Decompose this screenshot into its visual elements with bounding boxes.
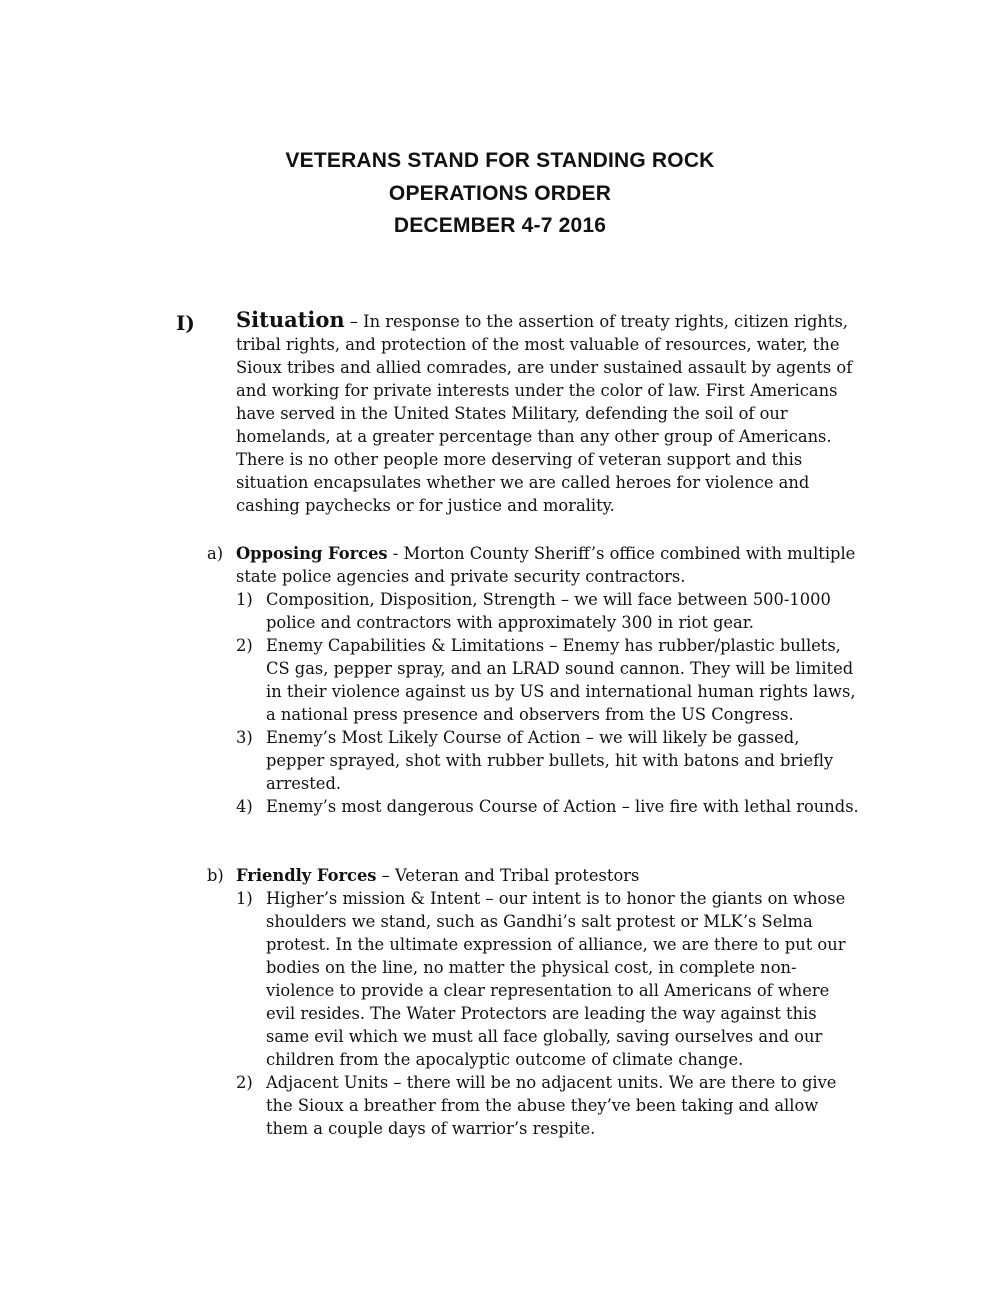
item-text: Composition, Disposition, Strength – we will face between 500-1000 police and contractors with approximately 300 in riot gear. bbox=[266, 590, 831, 632]
item-number: 2) bbox=[236, 1073, 253, 1092]
subsection-a-body: Morton County Sheriff’s office combined with multiple state police agencies and private security contractors. bbox=[236, 544, 856, 586]
subsection-b-separator: – bbox=[376, 866, 395, 885]
item-text: Enemy’s Most Likely Course of Action – we will likely be gassed, pepper sprayed, shot with rubber bullets, hit with batons and briefly arrested. bbox=[266, 728, 834, 793]
item-text: Adjacent Units – there will be no adjacent units. We are there to give the Sioux a breather from the abuse they’ve been taking and allow them a couple days of warrior’s respite. bbox=[266, 1073, 837, 1138]
document-title bbox=[0, 145, 1000, 243]
list-item bbox=[236, 588, 861, 634]
section-situation bbox=[236, 308, 861, 517]
item-text: Enemy’s most dangerous Course of Action – live fire with lethal rounds. bbox=[266, 797, 859, 816]
subsection-b-heading: Friendly Forces bbox=[236, 866, 377, 885]
section-separator: – bbox=[344, 312, 364, 331]
item-number: 3) bbox=[236, 728, 253, 747]
subsection-b-label: b) bbox=[207, 866, 224, 885]
list-item bbox=[236, 1071, 861, 1140]
subsection-a-heading: Opposing Forces bbox=[236, 544, 388, 563]
item-number: 2) bbox=[236, 636, 253, 655]
item-number: 4) bbox=[236, 797, 253, 816]
list-item bbox=[236, 887, 861, 1071]
item-number: 1) bbox=[236, 889, 253, 908]
item-number: 1) bbox=[236, 590, 253, 609]
opposing-forces-list bbox=[236, 588, 861, 818]
section-number: I) bbox=[176, 311, 195, 335]
title-line-3: DECEMBER 4-7 2016 bbox=[393, 214, 607, 237]
subsection-a-label: a) bbox=[207, 544, 224, 563]
subsection-a-separator: - bbox=[387, 544, 404, 563]
title-line-1: VETERANS STAND FOR STANDING ROCK bbox=[285, 149, 715, 172]
list-item bbox=[236, 795, 861, 818]
subsection-opposing-forces bbox=[236, 542, 861, 588]
section-heading: Situation bbox=[236, 307, 345, 332]
subsection-friendly-forces bbox=[236, 864, 861, 887]
list-item bbox=[236, 634, 861, 726]
title-line-2: OPERATIONS ORDER bbox=[388, 181, 612, 205]
item-text: Enemy Capabilities & Limitations – Enemy has rubber/plastic bullets, CS gas, pepper spray, and an LRAD sound cannon. They will be limited in their violence against us by US and international human rights laws, a national press presence and observers from the US Congress. bbox=[266, 636, 856, 724]
friendly-forces-list bbox=[236, 887, 861, 1140]
item-text: Higher’s mission & Intent – our intent is to honor the giants on whose shoulders we stand, such as Gandhi’s salt protest or MLK’s Selma protest. In the ultimate expression of alliance, we are there to put our bodies on the line, no matter the physical cost, in complete non-violence to provide a clear representation to all Americans of where evil resides. The Water Protectors are leading the way against this same evil which we must all face globally, saving ourselves and our children from the apocalyptic outcome of climate change. bbox=[266, 889, 846, 1069]
section-body: In response to the assertion of treaty rights, citizen rights, tribal rights, and protection of the most valuable of resources, water, the Sioux tribes and allied comrades, are under sustained assault by agents of and working for private interests under the color of law. First Americans have served in the United States Military, defending the soil of our homelands, at a greater percentage than any other group of Americans. There is no other people more deserving of veteran support and this situation encapsulates whether we are called heroes for violence and cashing paychecks or for justice and morality. bbox=[236, 312, 853, 515]
subsection-b-body: Veteran and Tribal protestors bbox=[394, 866, 640, 885]
list-item bbox=[236, 726, 861, 795]
